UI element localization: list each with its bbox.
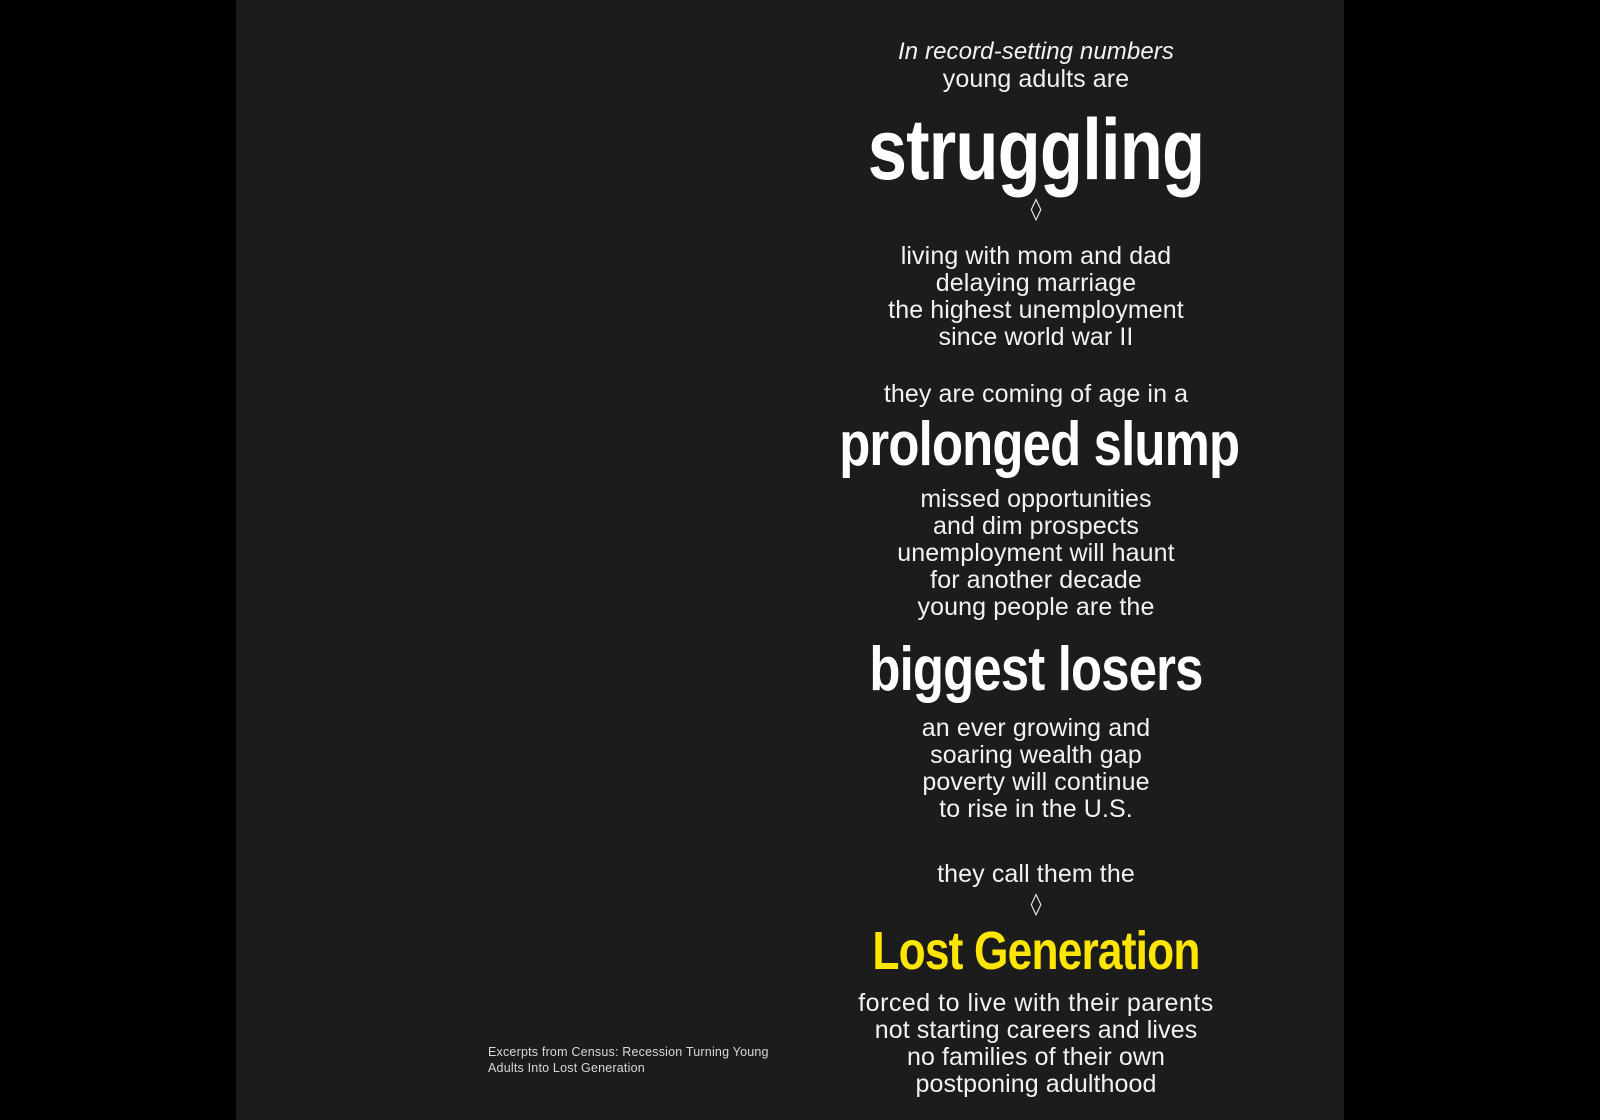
- slump-lead: they are coming of age in a: [883, 380, 1189, 408]
- lost-line-1: forced to live with their parents: [858, 989, 1214, 1017]
- slump-line-2: and dim prospects: [933, 512, 1139, 540]
- intro-line-1: In record-setting numbers: [898, 38, 1174, 65]
- slump-line-3: unemployment will haunt: [897, 539, 1175, 567]
- lost-lead: they call them the: [937, 860, 1135, 888]
- slump-line-1: missed opportunities: [920, 485, 1152, 513]
- lost-line-4: postponing adulthood: [915, 1070, 1157, 1098]
- slump-line-5: young people are the: [917, 593, 1155, 621]
- credit-line-1: Excerpts from Census: Recession Turning Young: [488, 1045, 769, 1059]
- poster-text-column: [796, 38, 1276, 1098]
- lost-line-3: no families of their own: [906, 1043, 1166, 1071]
- spacer-1: [796, 229, 1276, 243]
- spacer-2: [796, 351, 1276, 381]
- headline-struggling: struggling: [867, 102, 1205, 198]
- block-symptoms: [796, 243, 1276, 351]
- symptoms-line-3: the highest unemployment: [888, 296, 1184, 324]
- headline-prolonged-slump: prolonged slump: [839, 410, 1240, 479]
- credit-line-2: Adults Into Lost Generation: [488, 1061, 645, 1075]
- spacer-3: [796, 823, 1276, 861]
- intro-line-2: young adults are: [942, 65, 1130, 93]
- source-credit: [488, 1044, 818, 1076]
- ornament-diamond-top: ◊: [1030, 197, 1042, 222]
- block-lost-generation: [796, 861, 1276, 1098]
- headline-lost-generation: Lost Generation: [872, 921, 1200, 981]
- poster-canvas: [236, 0, 1344, 1120]
- slump-line-4: for another decade: [930, 566, 1142, 594]
- block-slump: [796, 381, 1276, 621]
- block-losers: [796, 635, 1276, 823]
- symptoms-line-2: delaying marriage: [935, 269, 1137, 297]
- losers-line-2: soaring wealth gap: [930, 741, 1142, 769]
- losers-line-4: to rise in the U.S.: [939, 795, 1133, 823]
- headline-biggest-losers: biggest losers: [869, 635, 1203, 704]
- ornament-diamond-bottom: ◊: [1030, 892, 1042, 917]
- losers-line-1: an ever growing and: [921, 714, 1151, 742]
- lost-line-2: not starting careers and lives: [874, 1016, 1198, 1044]
- symptoms-line-1: living with mom and dad: [900, 242, 1172, 270]
- block-intro: [796, 38, 1276, 221]
- symptoms-line-4: since world war II: [938, 323, 1134, 351]
- losers-line-3: poverty will continue: [922, 768, 1150, 796]
